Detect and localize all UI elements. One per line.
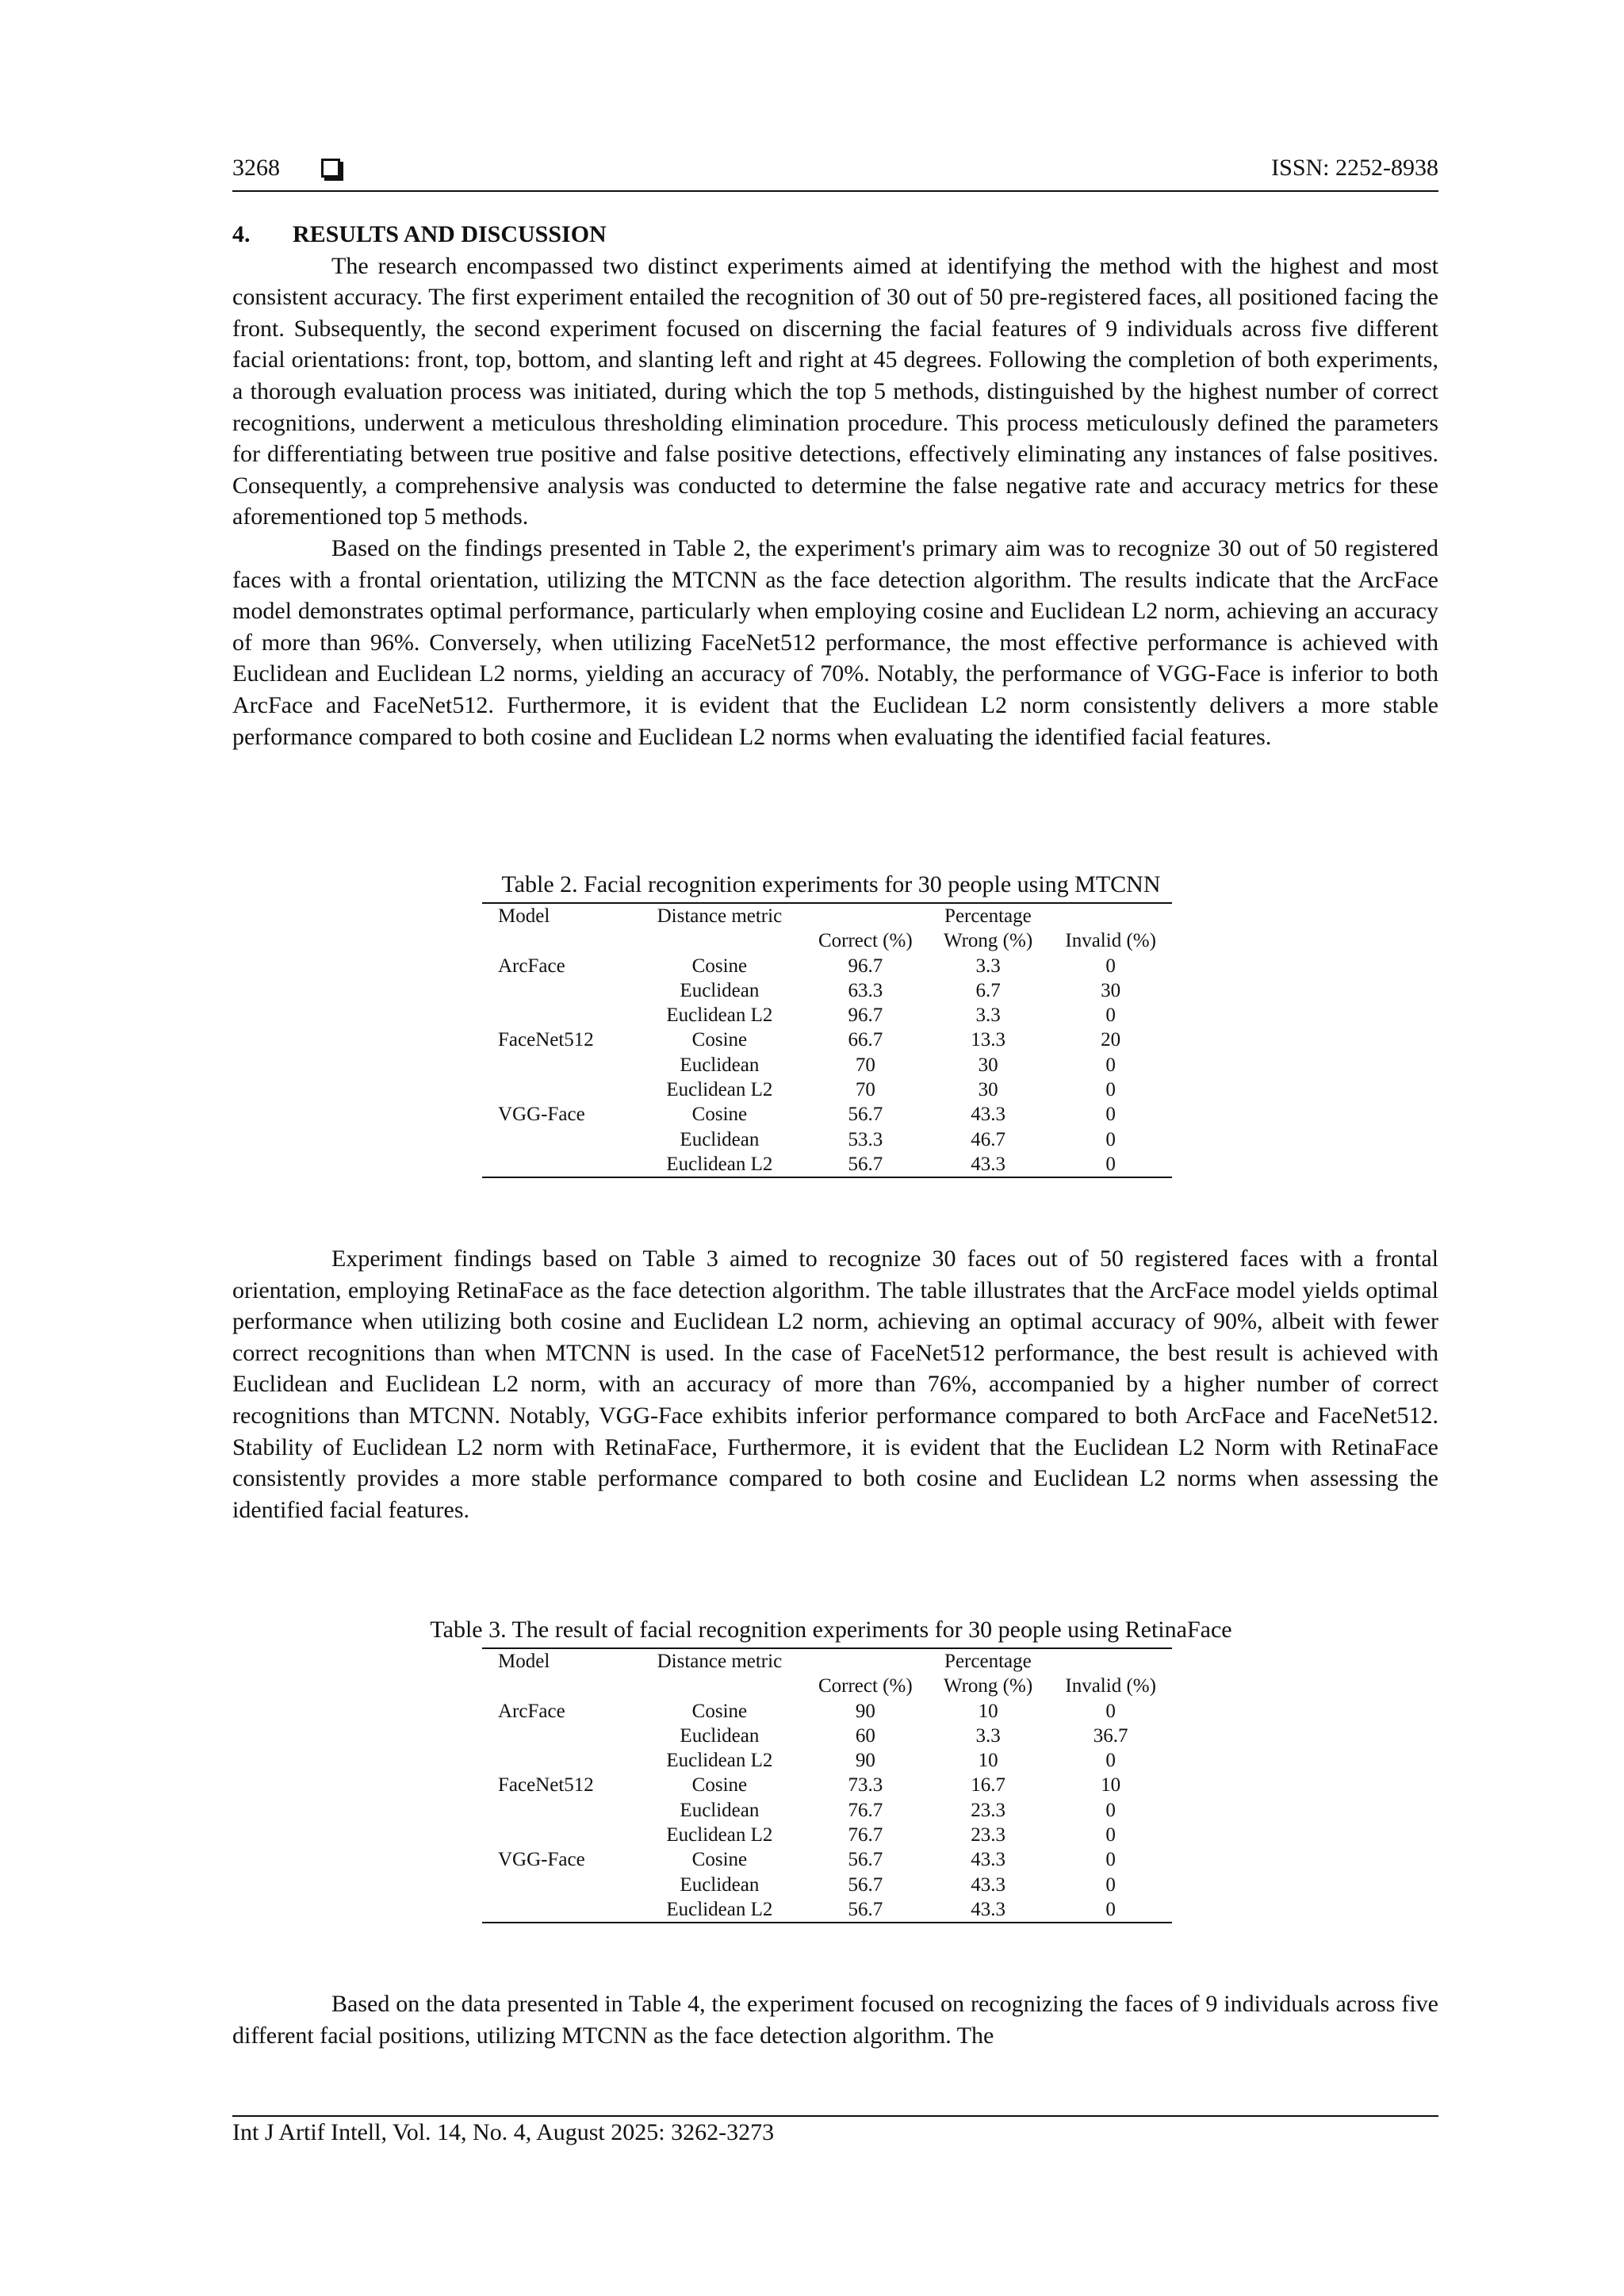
cell-model [482,1823,635,1847]
cell-correct: 73.3 [848,1774,883,1797]
cell-correct: 56.7 [804,1152,927,1177]
cell-distance-metric: Euclidean [680,1799,760,1821]
cell-distance-metric: Euclidean [680,1054,760,1076]
table-row [482,1873,1172,1897]
cell-distance-metric: Euclidean L2 [666,1824,773,1846]
section-heading [232,219,1438,251]
table-row [482,1847,1172,1872]
table-3-header-metric: Distance metric [635,1648,804,1674]
cell-correct: 56.7 [848,1104,883,1126]
page-number: 3268 [232,155,280,181]
table-row [482,1003,1172,1027]
cell-correct: 70 [855,1079,875,1101]
cell-invalid: 0 [1105,1849,1116,1871]
cell-correct: 56.7 [848,1873,883,1896]
cell-correct: 60 [855,1724,875,1747]
table-row [482,978,1172,1003]
cell-wrong: 43.3 [927,1152,1049,1177]
table-3-header-wrong: Wrong (%) [944,1675,1033,1697]
cell-distance-metric: Cosine [691,1029,748,1051]
cell-model [482,1127,635,1152]
cell-distance-metric: Euclidean L2 [635,1897,804,1923]
table-row [482,1102,1172,1127]
checkbox-square-icon [321,159,340,178]
cell-wrong: 43.3 [971,1104,1005,1126]
cell-model: VGG-Face [498,1849,585,1871]
cell-wrong: 3.3 [975,1004,1001,1027]
cell-distance-metric: Cosine [691,1700,748,1722]
cell-wrong: 30 [978,1079,998,1101]
section-number: 4. [232,221,251,247]
cell-distance-metric: Euclidean L2 [666,1750,773,1772]
cell-wrong: 23.3 [971,1824,1005,1846]
table-row [482,1748,1172,1773]
table-row [482,1027,1172,1052]
table-3-header-invalid: Invalid (%) [1065,1675,1156,1697]
table-3-header-model: Model [482,1648,635,1674]
cell-wrong: 30 [978,1054,998,1076]
cell-invalid: 0 [1049,1152,1172,1177]
cell-model [482,978,635,1003]
cell-wrong: 43.3 [971,1873,1005,1896]
cell-distance-metric: Euclidean L2 [635,1152,804,1177]
cell-distance-metric: Cosine [691,1104,748,1126]
cell-model [482,1077,635,1102]
cell-wrong: 43.3 [971,1849,1005,1871]
table-3-body [482,1699,1172,1923]
cell-invalid: 0 [1105,1799,1116,1821]
cell-invalid: 0 [1105,1873,1116,1896]
cell-invalid: 0 [1105,1700,1116,1722]
table-row [482,1053,1172,1077]
cell-distance-metric: Euclidean L2 [666,1079,773,1101]
cell-invalid: 0 [1105,1750,1116,1772]
cell-invalid: 0 [1049,1897,1172,1923]
cell-invalid: 20 [1101,1029,1121,1051]
table-2-header-correct: Correct (%) [818,930,913,952]
cell-wrong: 16.7 [971,1774,1005,1797]
cell-correct: 53.3 [848,1128,883,1150]
cell-wrong: 6.7 [975,979,1001,1001]
cell-distance-metric: Cosine [691,955,748,977]
cell-correct: 96.7 [848,1004,883,1027]
cell-wrong: 10 [978,1750,998,1772]
cell-distance-metric: Euclidean [680,1724,760,1747]
cell-wrong: 3.3 [975,1724,1001,1747]
paragraph-1: The research encompassed two distinct experiments aimed at identifying the method with the highest and most consistent accuracy. The first experiment entailed the recognition of 30 out of 50 pre-registered faces, all positioned facing the front. Subsequently, the second experiment focused on discerning the facial features of 9 individuals across five different facial orientations: front, top, bottom, and slanting left and right at 45 degrees. Following the completion of both experiments, a thorough evaluation process was initiated, during which the top 5 methods, distinguished by the highest number of correct recognitions, underwent a meticulous thresholding elimination procedure. This process meticulously defined the parameters for differentiating between true positive and false positive detections, effectively eliminating any instances of false positives. Consequently, a comprehensive analysis was conducted to determine the false negative rate and accuracy metrics for these aforementioned top 5 methods. [232,252,1438,530]
table-2-body [482,954,1172,1178]
table-2-caption: Table 2. Facial recognition experiments for 30 people using MTCNN [501,871,1161,897]
cell-model [482,1003,635,1027]
table-3-caption: Table 3. The result of facial recognition experiments for 30 people using RetinaFace [430,1617,1232,1643]
paragraph-3-block [232,1243,1438,1525]
paragraph-4-block [232,1988,1438,2051]
cell-correct: 66.7 [848,1029,883,1051]
cell-model: FaceNet512 [498,1774,594,1797]
cell-invalid: 0 [1105,955,1116,977]
issn-label: ISSN: 2252-8938 [1271,155,1438,181]
table-row [482,954,1172,978]
cell-invalid: 0 [1105,1054,1116,1076]
cell-invalid: 10 [1101,1774,1121,1797]
cell-wrong: 23.3 [971,1799,1005,1821]
cell-invalid: 0 [1105,1824,1116,1846]
cell-model [482,1724,635,1748]
table-2-header-wrong: Wrong (%) [944,930,1033,952]
cell-model [482,1748,635,1773]
cell-correct: 63.3 [848,979,883,1001]
table-row [482,1798,1172,1823]
cell-distance-metric: Euclidean L2 [666,1004,773,1027]
cell-correct: 76.7 [848,1824,883,1846]
table-2-header-metric: Distance metric [635,903,804,928]
paragraph-2: Based on the findings presented in Table 2, the experiment's primary aim was to recognize 30 out of 50 registered faces with a frontal orientation, utilizing the MTCNN as the face detection algorithm. The results indicate that the ArcFace model demonstrates optimal performance, particularly when employing cosine and Euclidean L2 norm, achieving an accuracy of more than 96%. Conversely, when utilizing FaceNet512 performance, the most effective performance is achieved with Euclidean and Euclidean L2 norms, yielding an accuracy of 70%. Notably, the performance of VGG-Face is inferior to both ArcFace and FaceNet512. Furthermore, it is evident that the Euclidean L2 norm consistently delivers a more stable performance compared to both cosine and Euclidean L2 norms when evaluating the identified facial features. [232,534,1438,750]
paragraph-3: Experiment findings based on Table 3 aimed to recognize 30 faces out of 50 registered faces with a frontal orientation, employing RetinaFace as the face detection algorithm. The table illustrates that the ArcFace model yields optimal performance when utilizing both cosine and Euclidean L2 norm, achieving an optimal accuracy of 90%, albeit with fewer correct recognitions than when MTCNN is used. In the case of FaceNet512 performance, the best result is achieved with Euclidean and Euclidean L2 norm, with an accuracy of more than 76%, accompanied by a higher number of correct recognitions than MTCNN. Notably, VGG-Face exhibits inferior performance compared to both ArcFace and FaceNet512. Stability of Euclidean L2 norm with RetinaFace, Furthermore, it is evident that the Euclidean L2 Norm with RetinaFace consistently provides a more stable performance compared to both cosine and Euclidean L2 norms when assessing the identified facial features. [232,1246,1438,1523]
footer-citation: Int J Artif Intell, Vol. 14, No. 4, August 2025: 3262-3273 [232,2119,775,2145]
cell-invalid: 0 [1105,1079,1116,1101]
table-row [482,1699,1172,1724]
cell-correct: 90 [855,1750,875,1772]
cell-correct: 56.7 [848,1849,883,1871]
cell-model: FaceNet512 [498,1029,594,1051]
table-2-header-percentage: Percentage [804,903,1172,928]
cell-correct: 96.7 [848,955,883,977]
cell-model [482,1152,635,1177]
table-row [482,1897,1172,1923]
cell-wrong: 3.3 [975,955,1001,977]
cell-correct: 90 [855,1700,875,1722]
cell-distance-metric: Euclidean [680,1873,760,1896]
cell-correct: 76.7 [848,1799,883,1821]
section-title: RESULTS AND DISCUSSION [293,221,607,247]
cell-invalid: 36.7 [1093,1724,1128,1747]
cell-model [482,1897,635,1923]
cell-model [482,1798,635,1823]
cell-model [482,1053,635,1077]
table-row [482,1077,1172,1102]
cell-invalid: 30 [1101,979,1121,1001]
cell-model [482,1873,635,1897]
table-row [482,1152,1172,1177]
table-2-header-model: Model [482,903,635,928]
cell-model: ArcFace [498,955,565,977]
paragraph-4: Based on the data presented in Table 4, the experiment focused on recognizing the faces of 9 individuals across five different facial positions, utilizing MTCNN as the face detection algorithm. The [232,1991,1438,2049]
cell-correct: 70 [855,1054,875,1076]
cell-distance-metric: Cosine [691,1774,748,1797]
table-row [482,1127,1172,1152]
table-row [482,1823,1172,1847]
cell-distance-metric: Euclidean [680,1128,760,1150]
cell-invalid: 0 [1105,1104,1116,1126]
table-3-header-percentage: Percentage [804,1648,1172,1674]
table-2-header-invalid: Invalid (%) [1065,930,1156,952]
table-2 [482,902,1172,1178]
cell-model: VGG-Face [498,1104,585,1126]
cell-invalid: 0 [1105,1128,1116,1150]
cell-wrong: 43.3 [927,1897,1049,1923]
cell-wrong: 10 [978,1700,998,1722]
cell-correct: 56.7 [804,1897,927,1923]
header-divider [232,190,1438,192]
results-section [232,219,1438,752]
table-row [482,1773,1172,1797]
cell-wrong: 13.3 [971,1029,1005,1051]
cell-distance-metric: Euclidean [680,979,760,1001]
table-3-header-correct: Correct (%) [818,1675,913,1697]
table-3 [482,1647,1172,1923]
cell-distance-metric: Cosine [691,1849,748,1871]
cell-model: ArcFace [498,1700,565,1722]
cell-wrong: 46.7 [971,1128,1005,1150]
cell-invalid: 0 [1105,1004,1116,1027]
table-row [482,1724,1172,1748]
